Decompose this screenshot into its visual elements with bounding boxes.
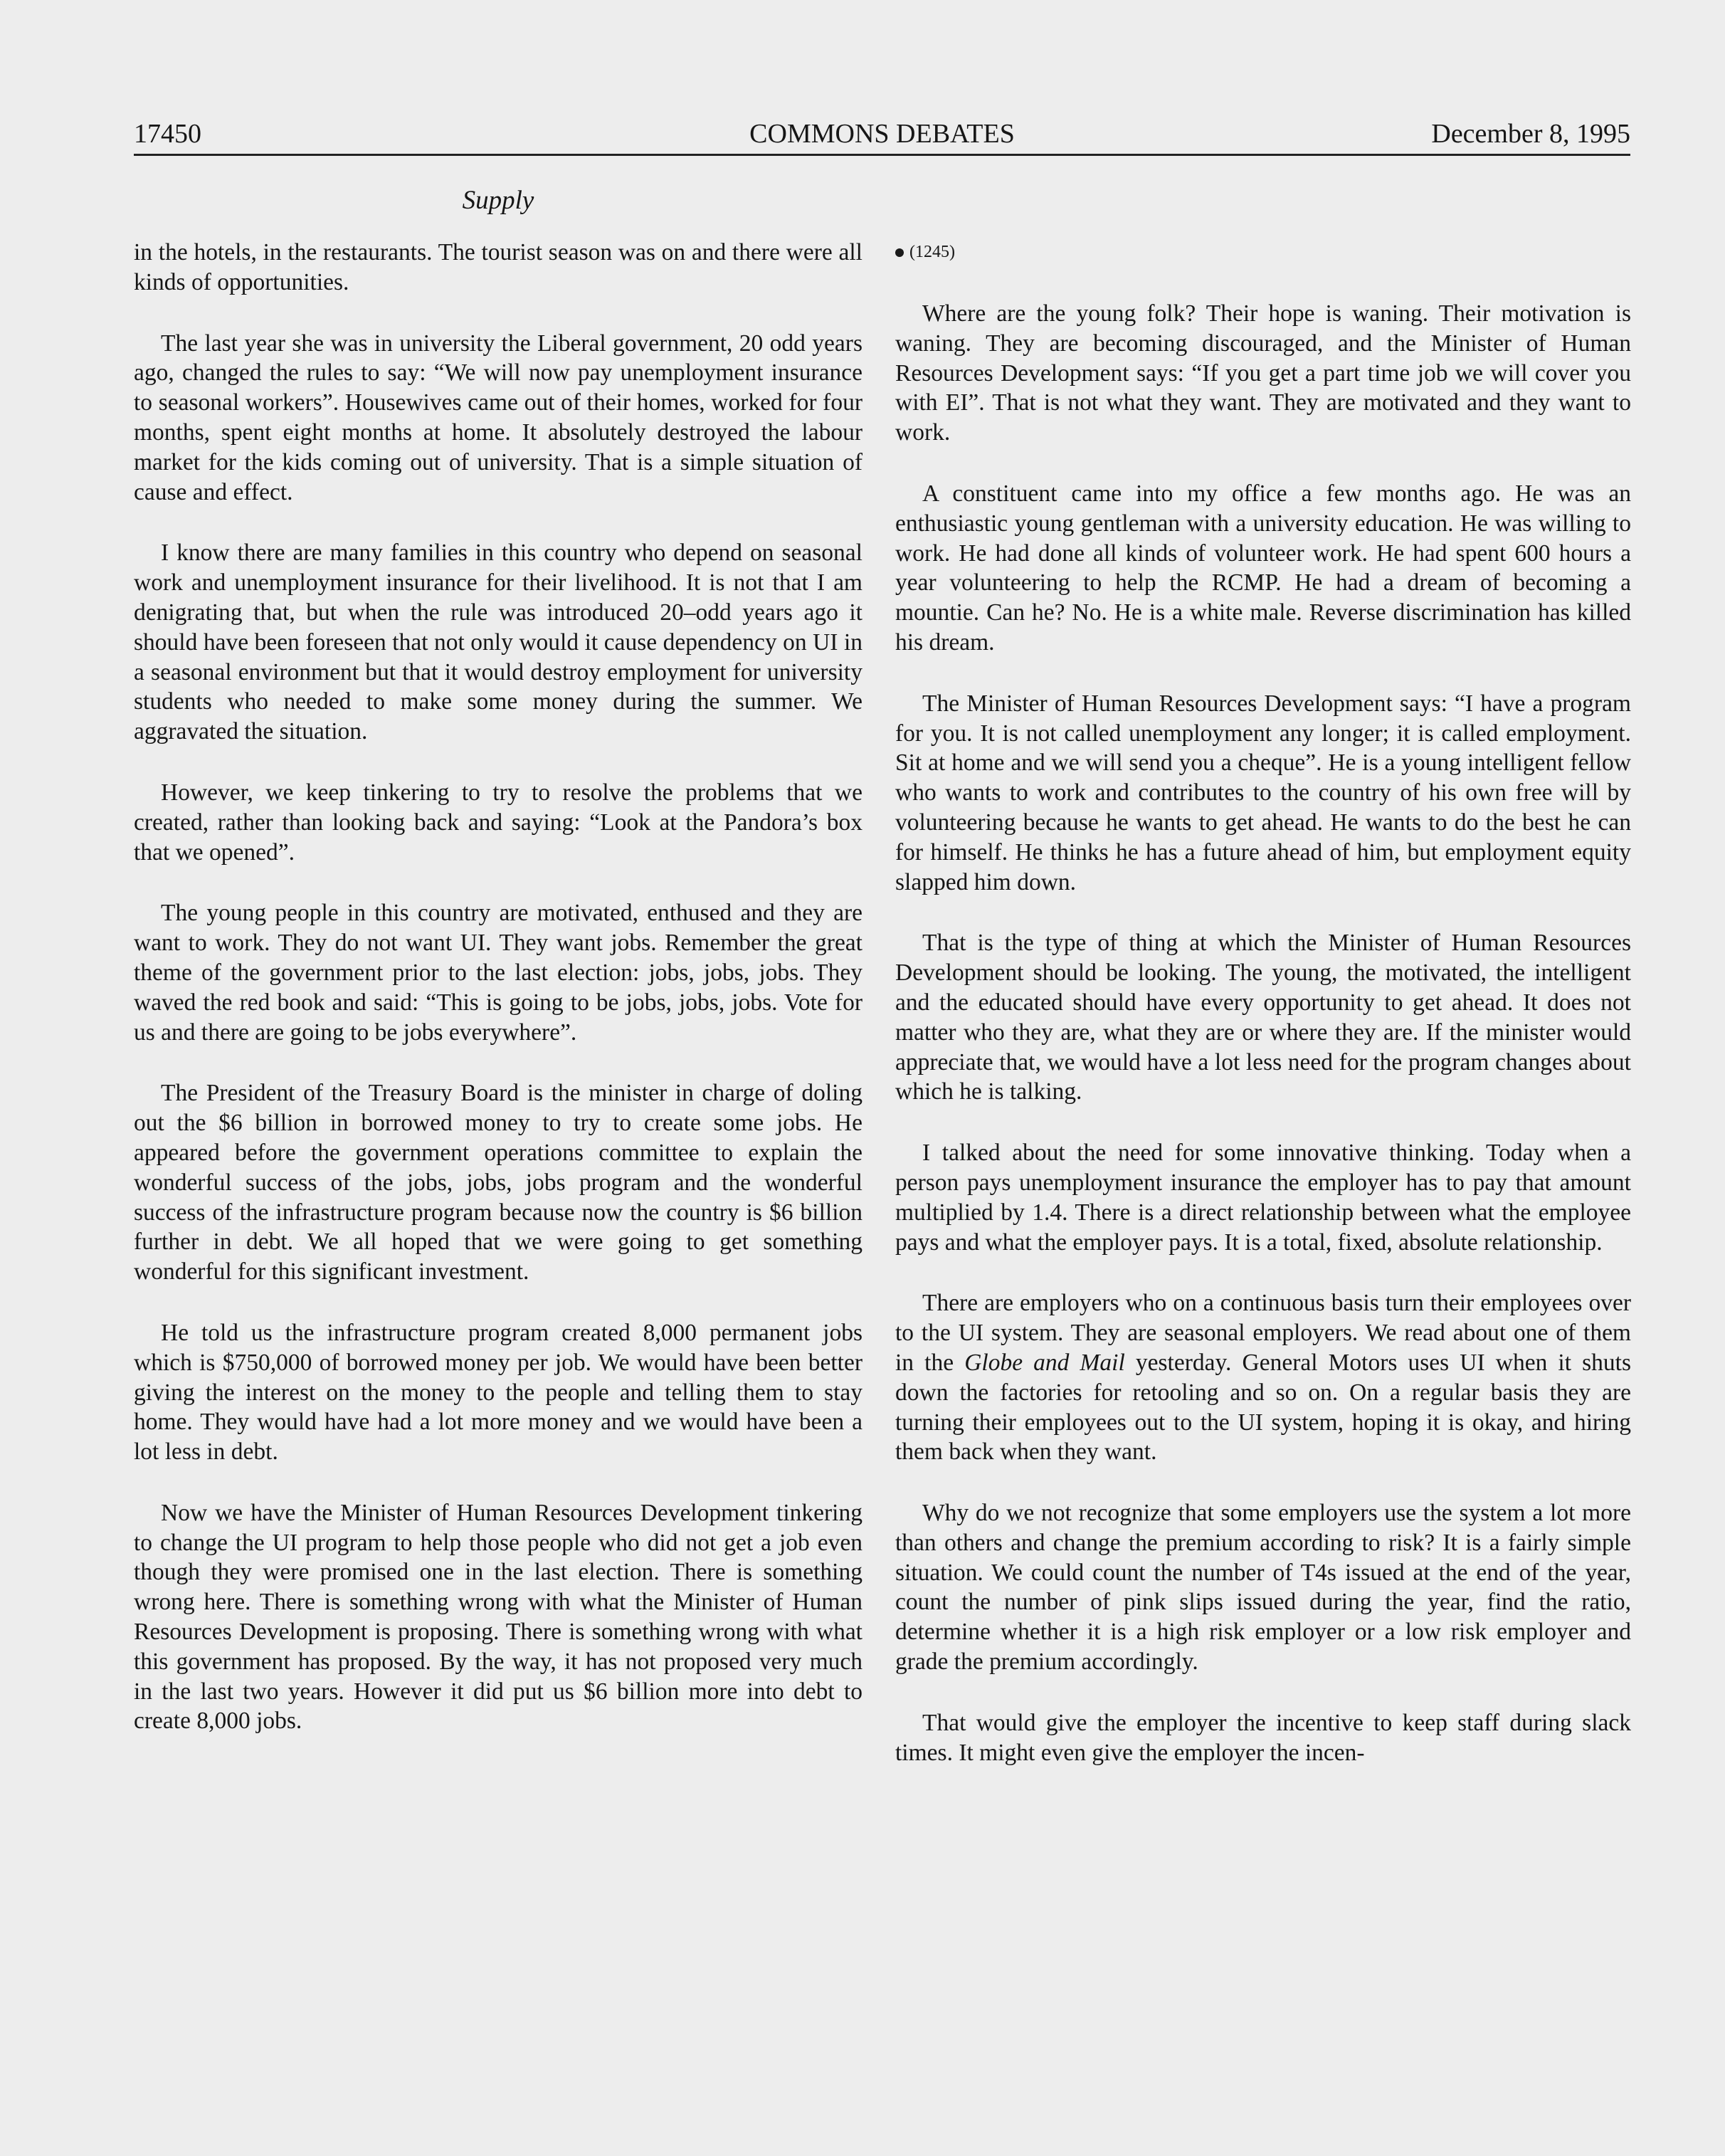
paragraph [895, 1288, 1631, 1467]
paragraph: That would give the employer the incentive to keep staff during slack times. It might even give the employer the incen- [895, 1709, 1631, 1766]
left-column [134, 238, 862, 1767]
timestamp: (1245) [909, 243, 955, 261]
paragraph: A constituent came into my office a few months ago. He was an enthusiastic young gentleman with a university education. He was willing to work. He had done all kinds of volunteer work. He had spent 600 hours a year volunteering to help the RCMP. He had a dream of becoming a mountie. Can he? No. He is a white male. Reverse discrimination has killed his dream. [895, 480, 1631, 656]
paragraph-text: There are employers who on a continuous basis turn their employees over to the UI system. They are seasonal employers. We read about one of them in the [895, 1290, 1631, 1376]
journal-title: COMMONS DEBATES [749, 119, 1015, 149]
publication-name: Globe and Mail [964, 1349, 1125, 1376]
paragraph: He told us the infrastructure program created 8,000 permanent jobs which is $750,000 of borrowed money per job. We would have been better giving the interest on the money to the people and telling them to stay home. They would have had a lot more money and we would have been a lot less in debt. [134, 1319, 862, 1466]
paragraph: The President of the Treasury Board is the minister in charge of doling out the $6 billion in borrowed money to try to create some jobs. He appeared before the government operations committee to explain the wonderful success of the jobs, jobs, jobs program and the wonderful success of the infrastructure program because now the country is $6 billion further in debt. We all hoped that we were going to get something wonderful for this significant investment. [134, 1080, 862, 1285]
timestamp-marker [895, 238, 1631, 266]
paragraph: Where are the young folk? Their hope is waning. Their motivation is waning. They are becoming discouraged, and the Minister of Human Resources Development says: “If you get a part time job we will cover you with EI”. That is not what they want. They are motivated and they want to work. [895, 300, 1631, 446]
page-number: 17450 [134, 119, 201, 149]
paragraph: That is the type of thing at which the Minister of Human Resources Development should be looking. The young, the motivated, the intelligent and the educated should have every opportunity to get ahead. It does not matter who they are, what they are or where they are. If the minister would appreciate that, we would have a lot less need for the program changes about which he is talking. [895, 930, 1631, 1105]
paragraph: The Minister of Human Resources Development says: “I have a program for you. It is not called unemployment any longer; it is called employment. Sit at home and we will send you a cheque”. He is a young intelligent fellow who wants to work and contributes to the country of his own free will by volunteering because he wants to get ahead. He wants to do the best he can for himself. He thinks he has a future ahead of him, but employment equity slapped him down. [895, 690, 1631, 895]
right-column [895, 238, 1631, 1799]
paragraph: I know there are many families in this country who depend on seasonal work and unemployment insurance for their livelihood. It is not that I am denigrating that, but when the rule was introduced 20–odd years ago it should have been foreseen that not only would it cause dependency on UI in a seasonal environment but that it would destroy employment for university students who needed to make some money during the summer. We aggravated the situation. [134, 540, 862, 745]
paragraph: I talked about the need for some innovative thinking. Today when a person pays unemployment insurance the employer has to pay that amount multiplied by 1.4. There is a direct relationship between what the employee pays and what the employer pays. It is a total, fixed, absolute relationship. [895, 1140, 1631, 1256]
paragraph: The last year she was in university the Liberal government, 20 odd years ago, changed the rules to say: “We will now pay unemployment insurance to seasonal workers”. Housewives came out of their homes, worked for four months, spent eight months at home. It absolutely destroyed the labour market for the kids coming out of university. That is a simple situation of cause and effect. [134, 330, 862, 505]
paragraph-text: yesterday. General Motors uses UI when it shuts down the factories for retooling and so on. On a regular basis they are turning their employees out to the UI system, hoping it is okay, and hiring them back when they want. [895, 1349, 1632, 1466]
paragraph: The young people in this country are motivated, enthused and they are want to work. They do not want UI. They want jobs. Remember the great theme of the government prior to the last election: jobs, jobs, jobs. They waved the red book and said: “This is going to be jobs, jobs, jobs. Vote for us and there are going to be jobs everywhere”. [134, 900, 862, 1046]
page-header [134, 114, 1630, 156]
paragraph: Now we have the Minister of Human Resources Development tinkering to change the UI program to help those people who did not get a job even though they were promised one in the last election. There is something wrong here. There is something wrong with what the Minister of Human Resources Development is proposing. There is something wrong with what this government has proposed. By the way, it has not proposed very much in the last two years. However it did put us $6 billion more into debt to create 8,000 jobs. [134, 1499, 862, 1735]
paragraph: in the hotels, in the restaurants. The tourist season was on and there were all kinds of opportunities. [134, 239, 862, 295]
bullet-icon [895, 248, 904, 257]
paragraph: However, we keep tinkering to try to resolve the problems that we created, rather than looking back and saying: “Look at the Pandora’s box that we opened”. [134, 779, 862, 866]
paragraph: Why do we not recognize that some employers use the system a lot more than others and change the premium according to risk? It is a fairly simple situation. We could count the number of T4s issued at the end of the year, count the number of pink slips issued during the year, find the ratio, determine whether it is a high risk employer or a low risk employer and grade the premium accordingly. [895, 1500, 1631, 1676]
section-title: Supply [462, 186, 534, 215]
header-date: December 8, 1995 [1431, 119, 1630, 149]
